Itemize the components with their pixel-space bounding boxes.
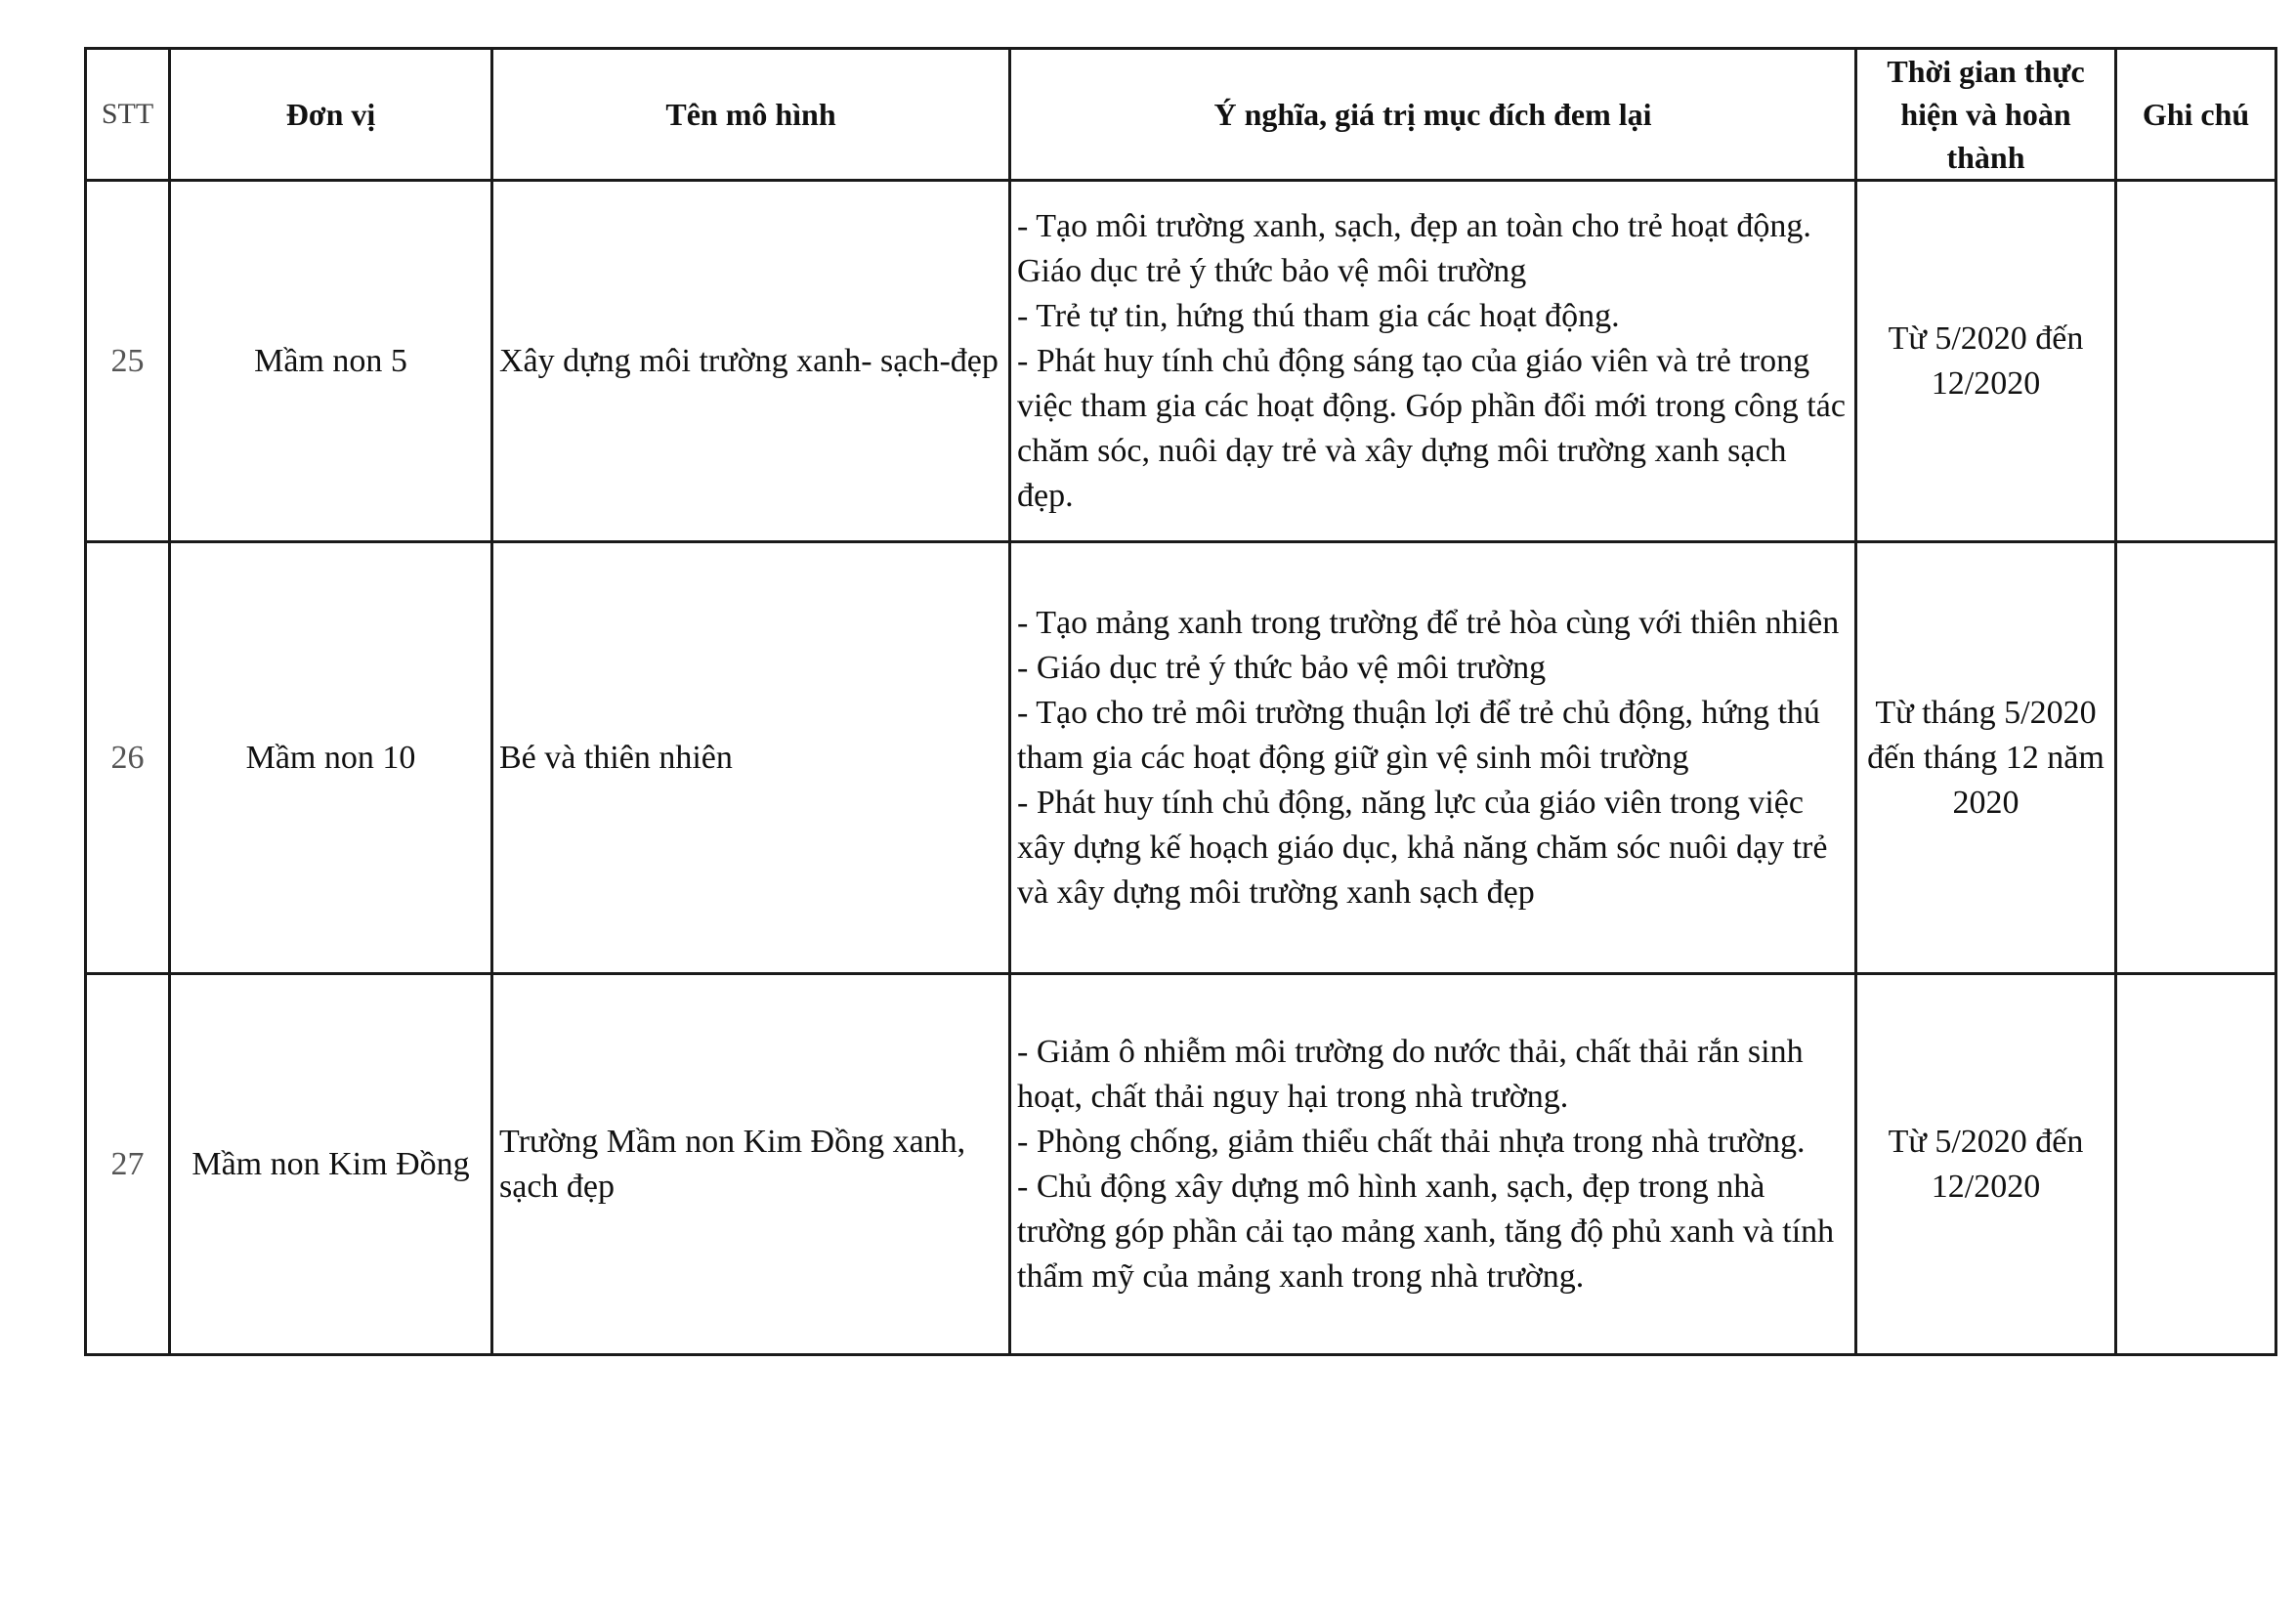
meaning-line: - Giảm ô nhiễm môi trường do nước thải, chất thải rắn sinh hoạt, chất thải nguy hại trong nhà trường. xyxy=(1017,1033,1804,1115)
row-unit: Mầm non Kim Đồng xyxy=(170,974,492,1355)
meaning-line: - Giáo dục trẻ ý thức bảo vệ môi trường xyxy=(1017,649,1547,686)
row-time: Từ 5/2020 đến 12/2020 xyxy=(1856,974,2116,1355)
row-note xyxy=(2116,181,2276,542)
row-model: Trường Mầm non Kim Đồng xanh, sạch đẹp xyxy=(492,974,1010,1355)
row-note xyxy=(2116,542,2276,974)
row-stt: 27 xyxy=(86,974,170,1355)
row-unit: Mầm non 10 xyxy=(170,542,492,974)
header-time: Thời gian thực hiện và hoàn thành xyxy=(1856,49,2116,181)
meaning-line: - Trẻ tự tin, hứng thú tham gia các hoạt động. xyxy=(1017,297,1620,334)
meaning-line: - Phát huy tính chủ động sáng tạo của giáo viên và trẻ trong việc tham gia các hoạt động. Góp phần đổi mới trong công tác chăm sóc, nuôi dạy trẻ và xây dựng môi trường xanh sạch đẹp. xyxy=(1017,342,1846,514)
document-sheet xyxy=(84,47,2275,1356)
meaning-line: - Phát huy tính chủ động, năng lực của giáo viên trong việc xây dựng kế hoạch giáo dục, khả năng chăm sóc nuôi dạy trẻ và xây dựng môi trường xanh sạch đẹp xyxy=(1017,784,1828,911)
header-stt: STT xyxy=(86,49,170,181)
row-meaning xyxy=(1010,542,1856,974)
meaning-line: - Tạo cho trẻ môi trường thuận lợi để trẻ chủ động, hứng thú tham gia các hoạt động giữ gìn vệ sinh môi trường xyxy=(1017,694,1820,776)
table-row xyxy=(86,974,2276,1355)
header-note: Ghi chú xyxy=(2116,49,2276,181)
row-note xyxy=(2116,974,2276,1355)
row-unit: Mầm non 5 xyxy=(170,181,492,542)
meaning-line: - Tạo mảng xanh trong trường để trẻ hòa cùng với thiên nhiên xyxy=(1017,604,1840,641)
table-row xyxy=(86,181,2276,542)
table-row xyxy=(86,542,2276,974)
table-header-row xyxy=(86,49,2276,181)
row-time: Từ tháng 5/2020 đến tháng 12 năm 2020 xyxy=(1856,542,2116,974)
meaning-line: - Tạo môi trường xanh, sạch, đẹp an toàn cho trẻ hoạt động. Giáo dục trẻ ý thức bảo vệ môi trường xyxy=(1017,207,1811,289)
header-model: Tên mô hình xyxy=(492,49,1010,181)
row-time: Từ 5/2020 đến 12/2020 xyxy=(1856,181,2116,542)
header-unit: Đơn vị xyxy=(170,49,492,181)
header-meaning: Ý nghĩa, giá trị mục đích đem lại xyxy=(1010,49,1856,181)
models-table xyxy=(84,47,2277,1356)
row-meaning xyxy=(1010,974,1856,1355)
row-meaning xyxy=(1010,181,1856,542)
row-model: Xây dựng môi trường xanh- sạch-đẹp xyxy=(492,181,1010,542)
row-model: Bé và thiên nhiên xyxy=(492,542,1010,974)
row-stt: 25 xyxy=(86,181,170,542)
row-stt: 26 xyxy=(86,542,170,974)
meaning-line: - Chủ động xây dựng mô hình xanh, sạch, đẹp trong nhà trường góp phần cải tạo mảng xanh, tăng độ phủ xanh và tính thẩm mỹ của mảng xanh trong nhà trường. xyxy=(1017,1168,1835,1295)
meaning-line: - Phòng chống, giảm thiểu chất thải nhựa trong nhà trường. xyxy=(1017,1123,1806,1160)
